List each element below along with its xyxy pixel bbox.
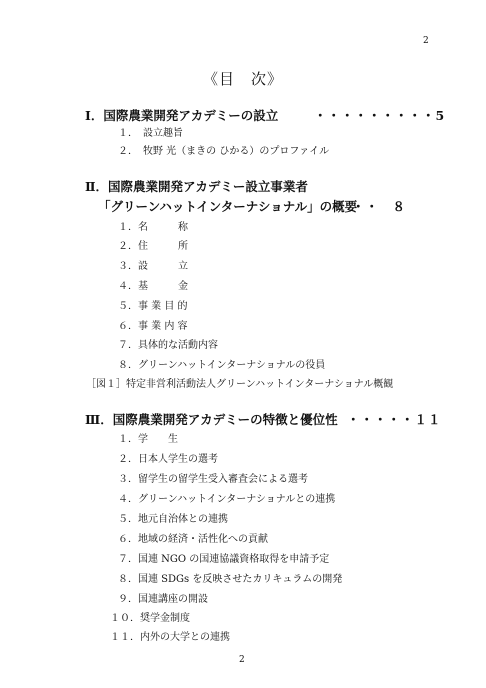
section-3-item: ４．グリーンハットインターナショナルとの連携 bbox=[118, 494, 336, 505]
section-1-heading: Ⅰ．国際農業開発アカデミーの設立 bbox=[85, 108, 279, 123]
section-3-item: ９．国連講座の開設 bbox=[118, 594, 208, 605]
section-3-leader: ・・・・・１１ bbox=[347, 412, 442, 427]
page-number-bottom: 2 bbox=[239, 655, 245, 665]
section-2-item: ６．事 業 内 容 bbox=[118, 321, 188, 332]
section-3-item: ５．地元自治体との連携 bbox=[118, 514, 228, 525]
section-3-item: １１．内外の大学との連携 bbox=[110, 632, 230, 643]
toc-title: 《目 次》 bbox=[203, 70, 284, 88]
section-2-item: ２．住 所 bbox=[118, 241, 188, 252]
section-3-item: １．学 生 bbox=[118, 434, 178, 445]
section-2-item: ５．事 業 目 的 bbox=[118, 301, 188, 312]
section-2-leader: ・・ ８ bbox=[352, 199, 407, 214]
section-2-item: ３．設 立 bbox=[118, 261, 188, 272]
section-1-item: ２． 牧野 光（まきの ひかる）のプロファイル bbox=[118, 146, 330, 157]
section-2-item: ４．基 金 bbox=[118, 281, 188, 292]
section-2-item: ７．具体的な活動内容 bbox=[118, 340, 218, 351]
section-1-leader: ・・・・・・・・・5 bbox=[314, 108, 446, 123]
section-3-item: ６．地域の経済・活性化への貢献 bbox=[118, 534, 268, 545]
section-2-heading: Ⅱ．国際農業開発アカデミー設立事業者 bbox=[85, 179, 308, 194]
section-1-item: １． 設立趣旨 bbox=[118, 128, 183, 139]
section-3-heading: Ⅲ．国際農業開発アカデミーの特徴と優位性 bbox=[85, 412, 338, 427]
section-3-item: １０．奨学金制度 bbox=[110, 613, 190, 624]
section-2-subheading: 「グリーンハットインターナショナル」の概要 bbox=[98, 199, 358, 214]
section-3-item: ３．留学生の留学生受入審査会による選考 bbox=[118, 474, 308, 485]
figure-caption: ［図１］特定非営利活動法人グリーンハットインターナショナル概観 bbox=[86, 379, 394, 390]
section-3-item: ７．国連 NGO の国連協議資格取得を申請予定 bbox=[118, 554, 330, 565]
page-number-top: 2 bbox=[423, 36, 429, 46]
section-2-item: １．名 称 bbox=[118, 222, 188, 233]
section-3-item: ８．国連 SDGs を反映させたカリキュラムの開発 bbox=[118, 574, 343, 585]
section-2-item: ８．グリーンハットインターナショナルの役員 bbox=[118, 360, 326, 371]
section-3-item: ２．日本人学生の選考 bbox=[118, 454, 218, 465]
